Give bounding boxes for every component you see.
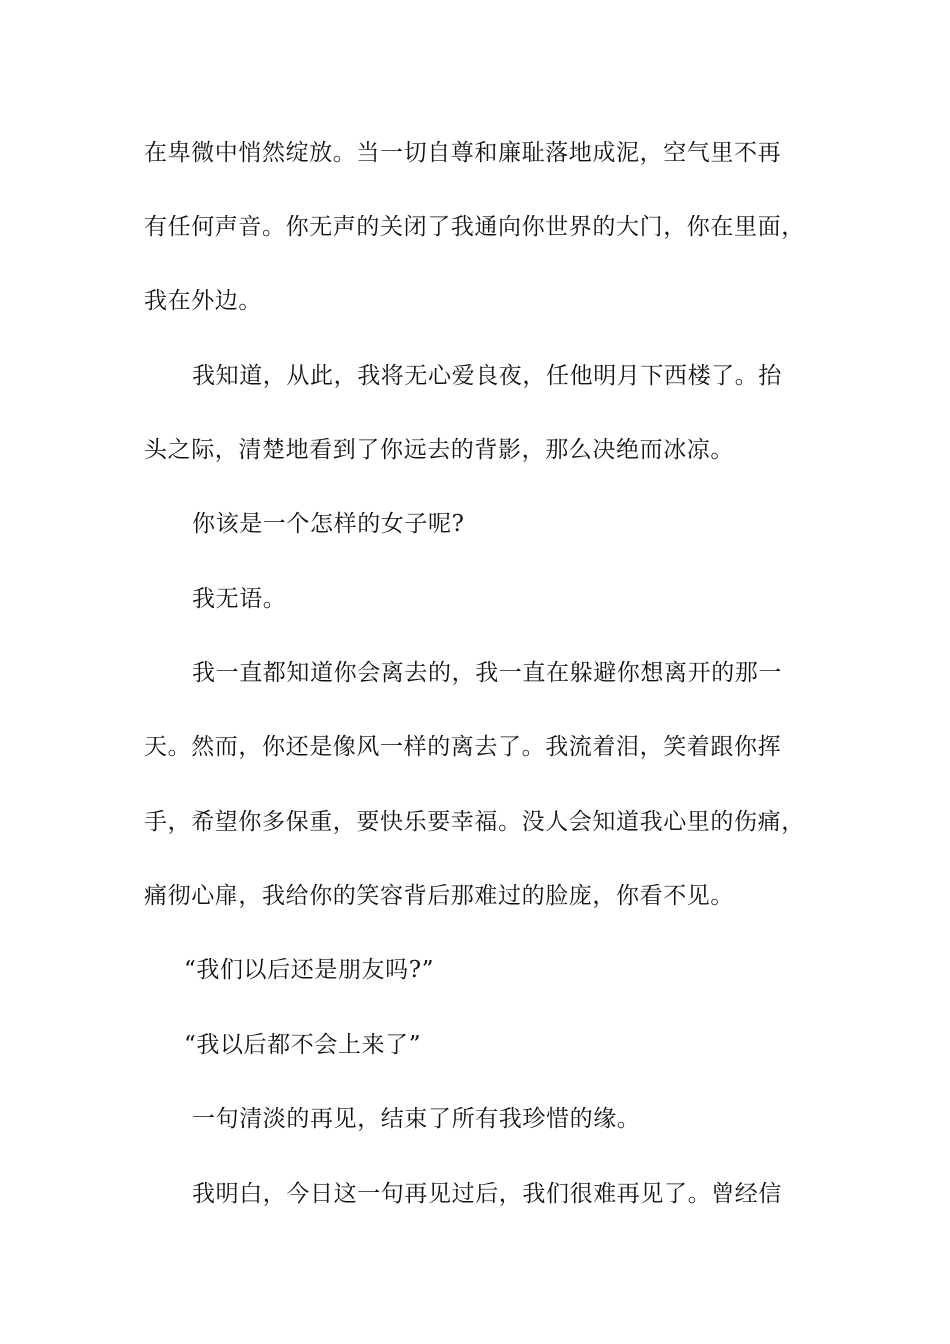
text-line: 在卑微中悄然绽放。当一切自尊和廉耻落地成泥，空气里不再: [144, 140, 782, 166]
text-line: 痛彻心扉，我给你的笑容背后那难过的脸庞，你看不见。: [144, 883, 734, 909]
text-line: 我在外边。: [144, 288, 262, 314]
text-line: 头之际，清楚地看到了你远去的背影，那么决绝而冰凉。: [144, 437, 734, 463]
text-line: 有任何声音。你无声的关闭了我通向你世界的大门，你在里面，: [144, 214, 805, 240]
text-line: “我们以后还是朋友吗?”: [184, 957, 435, 983]
text-line: 我明白，今日这一句再见过后，我们很难再见了。曾经信: [192, 1181, 782, 1207]
text-line: 我知道，从此，我将无心爱良夜，任他明月下西楼了。抬: [192, 363, 782, 389]
text-line: “我以后都不会上来了”: [184, 1032, 422, 1058]
text-line: 你该是一个怎样的女子呢?: [192, 511, 465, 537]
text-line: 天。然而，你还是像风一样的离去了。我流着泪，笑着跟你挥: [144, 734, 782, 760]
text-line: 我无语。: [192, 586, 287, 612]
text-line: 我一直都知道你会离去的，我一直在躲避你想离开的那一: [192, 660, 782, 686]
text-line: 一句清淡的再见，结束了所有我珍惜的缘。: [192, 1106, 641, 1132]
text-line: 手，希望你多保重，要快乐要幸福。没人会知道我心里的伤痛，: [144, 809, 805, 835]
